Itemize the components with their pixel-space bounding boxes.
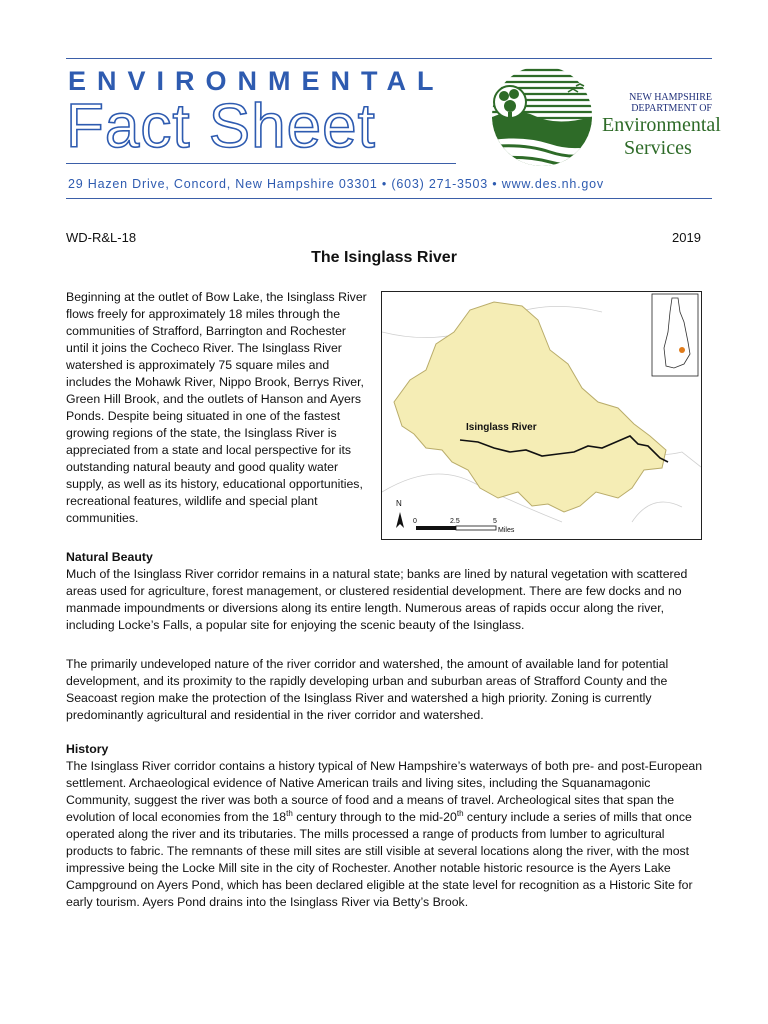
header-fact-sheet-title: Fact Sheet: [66, 92, 376, 161]
watershed-area: [394, 302, 666, 512]
natural-beauty-heading: Natural Beauty: [66, 550, 153, 564]
history-sup-1: th: [286, 808, 293, 818]
header-top-rule: [66, 58, 712, 59]
scale-label-5: 5: [493, 518, 497, 525]
river-label: Isinglass River: [466, 422, 537, 433]
logo-line-environmental: Environmental: [602, 114, 721, 136]
history-paragraph: [66, 758, 712, 911]
scale-bar: [416, 526, 496, 530]
history-text-c: century include a series of mills that once operated along the river and its tributaries. The mills processed a range of products from lumber to agricultural products to fabric. The remnants of these mill sites are still visible at several locations along the river, with the most impressive being the Locke Mill site in the city of Rochester. Another notable historic resource is the Ayers Lake Campground on Ayers Pond, which has been declared eligible at the state level for recognition as a Historic Site for early tourism. Ayers Pond drains into the Isinglass River via Betty’s Brook.: [66, 810, 693, 909]
document-id: WD-R&L-18: [66, 230, 137, 245]
nh-inset-map: [652, 294, 698, 376]
header-bottom-rule: [66, 198, 712, 199]
nhdes-logo: [480, 64, 721, 174]
north-label: N: [396, 499, 402, 508]
header-title-rule: [66, 163, 456, 164]
scale-unit: Miles: [498, 527, 515, 534]
watershed-map: [381, 291, 702, 540]
scale-label-2-5: 2.5: [450, 518, 460, 525]
page-title: The Isinglass River: [311, 249, 457, 266]
header-address: 29 Hazen Drive, Concord, New Hampshire 03301 • (603) 271-3503 • www.des.nh.gov: [68, 177, 604, 191]
document-year: 2019: [672, 230, 701, 245]
natural-beauty-paragraph-1: Much of the Isinglass River corridor remains in a natural state; banks are lined by natural vegetation with scattered areas used for agriculture, forest management, or clustered residential development. There are few docks and no manmade impoundments or diversions along its entire length. Numerous areas of rapids occur along the river, including Locke’s Falls, a popular site for enjoying the scenic beauty of the Isinglass.: [66, 567, 688, 632]
scale-label-0: 0: [413, 518, 417, 525]
logo-line-services: Services: [624, 137, 692, 159]
history-sup-2: th: [456, 808, 464, 818]
logo-line-department-of: DEPARTMENT OF: [631, 103, 712, 114]
history-heading: History: [66, 742, 109, 756]
natural-beauty-paragraph-2: The primarily undeveloped nature of the river corridor and watershed, the amount of available land for potential development, and its proximity to the rapidly developing urban and suburban areas of Strafford County and the Seacoast region make the protection of the Isinglass River and watershed a high priority. Zoning is currently predominantly agricultural and residential in the river corridor and watershed.: [66, 657, 669, 722]
intro-paragraph: Beginning at the outlet of Bow Lake, the Isinglass River flows freely for approximately 18 miles through the communities of Strafford, Barrington and Rochester until it joins the Cocheco River. The Isinglass River watershed is approximately 75 square miles and includes the Mohawk River, Nippo Brook, Berrys River, Green Hill Brook, and the outlets of Hanson and Ayers Ponds. Despite being situated in one of the fastest growing regions of the state, the Isinglass River is appreciated from a state and local perspective for its outstanding natural beauty and good quality water supply, as well as its history, educational opportunities, recreational features, wildlife and special plant communities.: [66, 290, 367, 525]
logo-line-new-hampshire: NEW HAMPSHIRE: [629, 92, 712, 103]
history-text-b: century through to the mid-20: [292, 810, 457, 824]
watershed-map-graphic: [382, 292, 701, 539]
history-text-a: The Isinglass River corridor contains a history typical of New Hampshire’s waterways of both pre- and post-European settlement. Archaeological evidence of Native American trails and living sites, including the Squanamagonic Community, suggest the river was both a source of food and a means of travel. Archeological sites that span the evolution of local economies from the 18: [66, 759, 703, 824]
header-environmental-word: ENVIRONMENTAL: [68, 66, 445, 96]
north-arrow-icon: [396, 512, 404, 528]
